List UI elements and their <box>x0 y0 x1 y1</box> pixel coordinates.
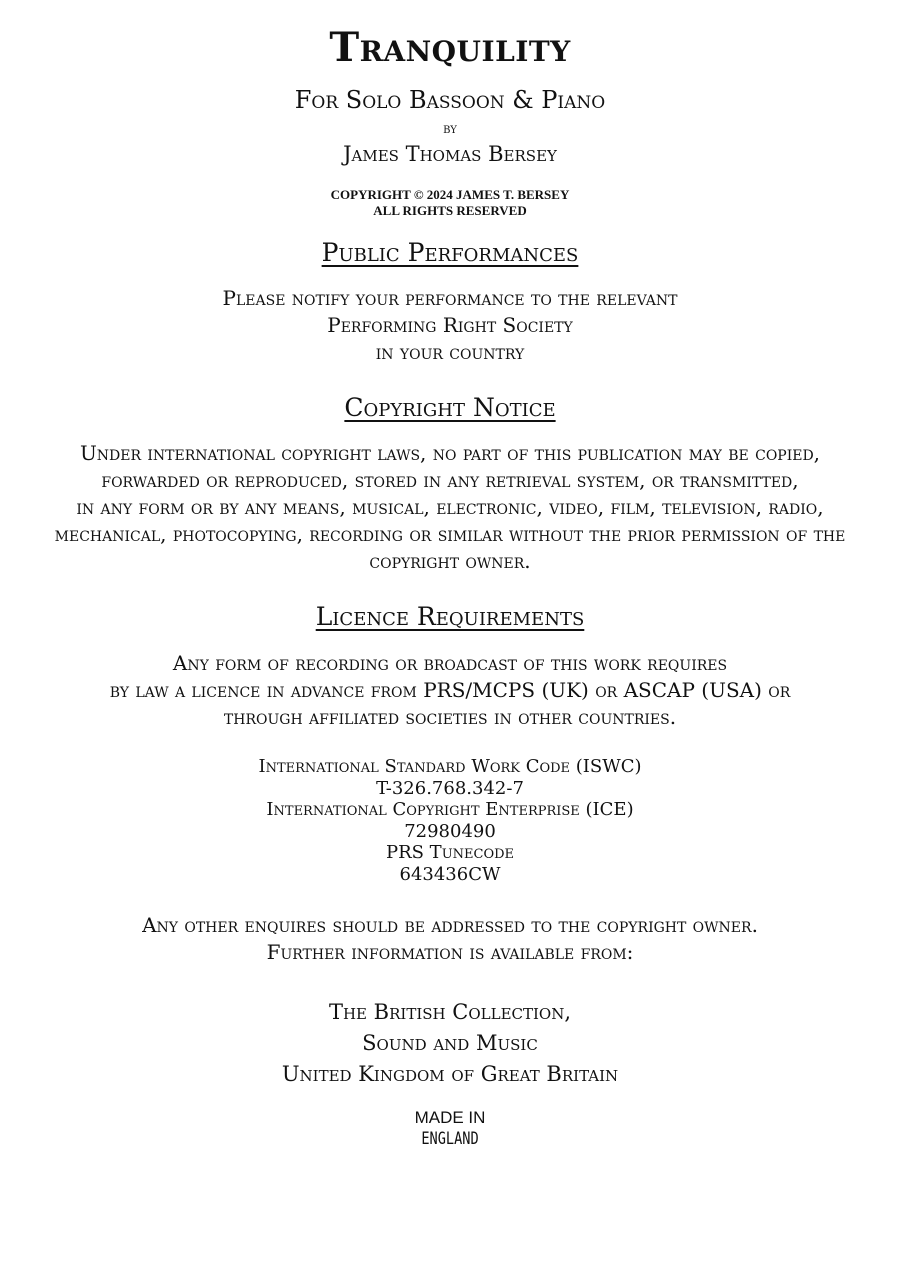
copyright-notice-line: mechanical, photocopying, recording or similar without the prior permission of the <box>54 522 846 546</box>
public-performances-heading: Public Performances <box>321 238 579 267</box>
made-in-country: ENGLAND <box>421 1129 479 1149</box>
prs-tunecode-value: 643436CW <box>399 864 501 885</box>
copyright-line: COPYRIGHT © 2024 JAMES T. BERSEY <box>330 187 570 202</box>
rights-reserved-line: ALL RIGHTS RESERVED <box>373 203 527 218</box>
copyright-notice-line: in any form or by any means, musical, electronic, video, film, television, radio, <box>76 495 824 519</box>
address-line: The British Collection, <box>328 1000 572 1024</box>
by-label: by <box>443 121 457 137</box>
licence-requirements-line: by law a licence in advance from PRS/MCPS (UK) or ASCAP (USA) or <box>109 678 791 702</box>
copyright-notice-line: Under international copyright laws, no part of this publication may be copied, <box>79 441 821 465</box>
public-performances-line: Performing Right Society <box>327 313 573 337</box>
public-performances-line: in your country <box>375 340 525 364</box>
copyright-notice-line: forwarded or reproduced, stored in any retrieval system, or transmitted, <box>101 468 799 492</box>
composer-name: James Thomas Bersey <box>343 142 557 166</box>
address-line: United Kingdom of Great Britain <box>281 1062 619 1086</box>
made-in-label: MADE IN <box>414 1108 486 1127</box>
ice-label: International Copyright Enterprise (ICE) <box>266 799 634 820</box>
public-performances-line: Please notify your performance to the relevant <box>222 286 678 310</box>
enquiries-line: Any other enquires should be addressed to the copyright owner. <box>142 913 758 937</box>
instrumentation-subtitle: For Solo Bassoon & Piano <box>294 86 606 114</box>
prs-tunecode-label: PRS Tunecode <box>385 842 515 863</box>
licence-requirements-line: Any form of recording or broadcast of this work requires <box>172 651 728 675</box>
copyright-notice-heading: Copyright Notice <box>344 393 556 422</box>
enquiries-line: Further information is available from: <box>266 940 634 964</box>
iswc-label: International Standard Work Code (ISWC) <box>258 756 642 777</box>
ice-value: 72980490 <box>404 821 496 842</box>
address-line: Sound and Music <box>362 1031 538 1055</box>
licence-requirements-heading: Licence Requirements <box>315 602 585 631</box>
iswc-value: T-326.768.342-7 <box>376 778 524 799</box>
copyright-notice-line: copyright owner. <box>369 549 531 573</box>
licence-requirements-line: through affiliated societies in other countries. <box>223 705 677 729</box>
piece-title: Tranquility <box>329 24 571 71</box>
